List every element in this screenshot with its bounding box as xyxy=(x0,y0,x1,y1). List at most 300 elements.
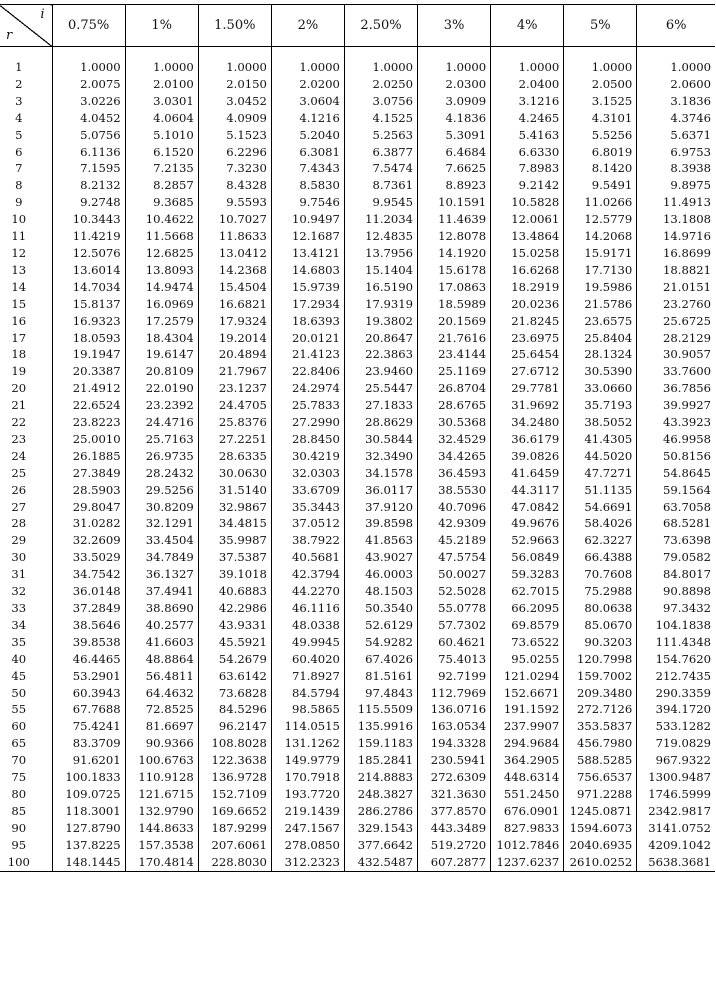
value-cell: 21.4912 xyxy=(52,380,125,397)
value-cell: 52.5028 xyxy=(418,583,491,600)
table-row xyxy=(0,313,715,330)
table-row xyxy=(0,718,715,735)
value-cell: 118.3001 xyxy=(52,803,125,820)
value-cell: 14.9716 xyxy=(637,228,715,245)
value-cell: 15.6178 xyxy=(418,262,491,279)
period-cell: 1 xyxy=(15,60,23,74)
value-cell: 1.0000 xyxy=(125,47,198,76)
period-cell: 50 xyxy=(11,685,27,700)
value-cell: 14.9474 xyxy=(125,279,198,296)
value-cell: 10.1591 xyxy=(418,194,491,211)
table-row xyxy=(0,448,715,465)
value-cell: 40.2577 xyxy=(125,617,198,634)
value-cell: 17.9319 xyxy=(344,296,417,313)
value-cell: 8.2857 xyxy=(125,177,198,194)
value-cell: 159.1183 xyxy=(344,735,417,752)
value-cell: 2.0200 xyxy=(271,76,344,93)
value-cell: 185.2841 xyxy=(344,752,417,769)
value-cell: 90.8898 xyxy=(637,583,715,600)
period-cell: 10 xyxy=(11,212,27,227)
value-cell: 32.4529 xyxy=(418,431,491,448)
value-cell: 26.1885 xyxy=(52,448,125,465)
value-cell: 47.0842 xyxy=(491,499,564,516)
value-cell: 48.1503 xyxy=(344,583,417,600)
period-cell: 7 xyxy=(15,161,23,176)
value-cell: 16.6268 xyxy=(491,262,564,279)
table-row xyxy=(0,414,715,431)
value-cell: 12.8078 xyxy=(418,228,491,245)
table-row xyxy=(0,837,715,854)
value-cell: 11.5668 xyxy=(125,228,198,245)
value-cell: 9.2142 xyxy=(491,177,564,194)
value-cell: 36.0148 xyxy=(52,583,125,600)
value-cell: 43.3923 xyxy=(637,414,715,431)
value-cell: 27.1833 xyxy=(344,397,417,414)
value-cell: 2.0300 xyxy=(418,76,491,93)
value-cell: 72.8525 xyxy=(125,701,198,718)
value-cell: 98.5865 xyxy=(271,701,344,718)
value-cell: 63.6142 xyxy=(198,668,271,685)
header-row xyxy=(0,5,715,47)
table-row xyxy=(0,465,715,482)
value-cell: 3.0604 xyxy=(271,93,344,110)
value-cell: 13.4121 xyxy=(271,245,344,262)
value-cell: 39.9927 xyxy=(637,397,715,414)
value-cell: 79.0582 xyxy=(637,549,715,566)
value-cell: 20.4894 xyxy=(198,346,271,363)
value-cell: 2610.0252 xyxy=(564,854,637,871)
table-row xyxy=(0,752,715,769)
table-row xyxy=(0,127,715,144)
value-cell: 12.0061 xyxy=(491,211,564,228)
value-cell: 28.8450 xyxy=(271,431,344,448)
value-cell: 6.3877 xyxy=(344,144,417,161)
value-cell: 51.1135 xyxy=(564,482,637,499)
value-cell: 22.6524 xyxy=(52,397,125,414)
value-cell: 60.3943 xyxy=(52,685,125,702)
value-cell: 321.3630 xyxy=(418,786,491,803)
value-cell: 70.7608 xyxy=(564,566,637,583)
period-cell: 11 xyxy=(11,229,27,244)
value-cell: 432.5487 xyxy=(344,854,417,871)
value-cell: 53.2901 xyxy=(52,668,125,685)
period-cell: 40 xyxy=(11,651,27,666)
value-cell: 7.1595 xyxy=(52,160,125,177)
value-cell: 533.1282 xyxy=(637,718,715,735)
value-cell: 9.2748 xyxy=(52,194,125,211)
value-cell: 148.1445 xyxy=(52,854,125,871)
value-cell: 90.3203 xyxy=(564,634,637,651)
value-cell: 17.0863 xyxy=(418,279,491,296)
value-cell: 8.8923 xyxy=(418,177,491,194)
table-row xyxy=(0,499,715,516)
value-cell: 1.0000 xyxy=(198,47,271,76)
table-row xyxy=(0,803,715,820)
value-cell: 21.7967 xyxy=(198,363,271,380)
period-cell: 60 xyxy=(11,719,27,734)
value-cell: 73.6828 xyxy=(198,685,271,702)
value-cell: 3.0756 xyxy=(344,93,417,110)
value-cell: 47.5754 xyxy=(418,549,491,566)
value-cell: 7.5474 xyxy=(344,160,417,177)
value-cell: 34.7849 xyxy=(125,549,198,566)
value-cell: 22.8406 xyxy=(271,363,344,380)
value-cell: 25.6454 xyxy=(491,346,564,363)
value-cell: 209.3480 xyxy=(564,685,637,702)
value-cell: 96.2147 xyxy=(198,718,271,735)
value-cell: 38.5052 xyxy=(564,414,637,431)
value-cell: 33.5029 xyxy=(52,549,125,566)
value-cell: 20.8109 xyxy=(125,363,198,380)
value-cell: 48.8864 xyxy=(125,651,198,668)
value-cell: 39.0826 xyxy=(491,448,564,465)
value-cell: 37.2849 xyxy=(52,600,125,617)
value-cell: 58.4026 xyxy=(564,515,637,532)
value-cell: 14.7034 xyxy=(52,279,125,296)
value-cell: 312.2323 xyxy=(271,854,344,871)
value-cell: 9.5491 xyxy=(564,177,637,194)
period-cell: 45 xyxy=(11,668,27,683)
value-cell: 52.9663 xyxy=(491,532,564,549)
value-cell: 7.3230 xyxy=(198,160,271,177)
value-cell: 40.5681 xyxy=(271,549,344,566)
value-cell: 21.4123 xyxy=(271,346,344,363)
period-cell: 16 xyxy=(11,313,27,328)
value-cell: 207.6061 xyxy=(198,837,271,854)
value-cell: 15.4504 xyxy=(198,279,271,296)
value-cell: 21.5786 xyxy=(564,296,637,313)
future-value-annuity-table xyxy=(0,4,715,872)
period-cell: 3 xyxy=(15,93,23,108)
value-cell: 23.8223 xyxy=(52,414,125,431)
value-cell: 7.4343 xyxy=(271,160,344,177)
value-cell: 13.0412 xyxy=(198,245,271,262)
value-cell: 9.5593 xyxy=(198,194,271,211)
value-cell: 3141.0752 xyxy=(637,820,715,837)
value-cell: 13.6014 xyxy=(52,262,125,279)
value-cell: 7.8983 xyxy=(491,160,564,177)
value-cell: 154.7620 xyxy=(637,651,715,668)
value-cell: 18.6393 xyxy=(271,313,344,330)
value-cell: 248.3827 xyxy=(344,786,417,803)
value-cell: 377.8570 xyxy=(418,803,491,820)
value-cell: 23.2760 xyxy=(637,296,715,313)
period-cell: 30 xyxy=(11,550,27,565)
value-cell: 75.2988 xyxy=(564,583,637,600)
period-cell: 20 xyxy=(11,381,27,396)
table-row xyxy=(0,769,715,786)
period-cell: 90 xyxy=(11,820,27,835)
value-cell: 5.2563 xyxy=(344,127,417,144)
value-cell: 45.2189 xyxy=(418,532,491,549)
value-cell: 34.4265 xyxy=(418,448,491,465)
value-cell: 551.2450 xyxy=(491,786,564,803)
value-cell: 24.2974 xyxy=(271,380,344,397)
rate-header-9: 6% xyxy=(637,5,715,47)
table-row xyxy=(0,583,715,600)
value-cell: 6.6330 xyxy=(491,144,564,161)
value-cell: 50.3540 xyxy=(344,600,417,617)
period-cell: 75 xyxy=(11,770,27,785)
value-cell: 30.5368 xyxy=(418,414,491,431)
value-cell: 25.7163 xyxy=(125,431,198,448)
value-cell: 15.8137 xyxy=(52,296,125,313)
value-cell: 152.7109 xyxy=(198,786,271,803)
value-cell: 54.8645 xyxy=(637,465,715,482)
value-cell: 329.1543 xyxy=(344,820,417,837)
value-cell: 49.9676 xyxy=(491,515,564,532)
value-cell: 230.5941 xyxy=(418,752,491,769)
value-cell: 35.7193 xyxy=(564,397,637,414)
value-cell: 294.9684 xyxy=(491,735,564,752)
period-cell: 17 xyxy=(11,330,27,345)
table-row xyxy=(0,600,715,617)
period-cell: 25 xyxy=(11,465,27,480)
value-cell: 1012.7846 xyxy=(491,837,564,854)
value-cell: 54.9282 xyxy=(344,634,417,651)
period-cell: 22 xyxy=(11,415,27,430)
value-cell: 1.0000 xyxy=(564,47,637,76)
value-cell: 971.2288 xyxy=(564,786,637,803)
value-cell: 3.0301 xyxy=(125,93,198,110)
value-cell: 15.0258 xyxy=(491,245,564,262)
value-cell: 25.0010 xyxy=(52,431,125,448)
value-cell: 23.6575 xyxy=(564,313,637,330)
value-cell: 8.7361 xyxy=(344,177,417,194)
value-cell: 11.0266 xyxy=(564,194,637,211)
value-cell: 83.3709 xyxy=(52,735,125,752)
value-cell: 9.9545 xyxy=(344,194,417,211)
table-row xyxy=(0,93,715,110)
value-cell: 19.2014 xyxy=(198,330,271,347)
value-cell: 13.8093 xyxy=(125,262,198,279)
value-cell: 37.0512 xyxy=(271,515,344,532)
value-cell: 5.4163 xyxy=(491,127,564,144)
value-cell: 27.3849 xyxy=(52,465,125,482)
value-cell: 14.6803 xyxy=(271,262,344,279)
value-cell: 52.6129 xyxy=(344,617,417,634)
value-cell: 1.0000 xyxy=(418,47,491,76)
value-cell: 21.0151 xyxy=(637,279,715,296)
period-cell: 95 xyxy=(11,837,27,852)
value-cell: 10.7027 xyxy=(198,211,271,228)
value-cell: 19.1947 xyxy=(52,346,125,363)
value-cell: 29.8047 xyxy=(52,499,125,516)
value-cell: 18.0593 xyxy=(52,330,125,347)
corner-label-period: r xyxy=(6,28,13,43)
table-row xyxy=(0,634,715,651)
value-cell: 32.0303 xyxy=(271,465,344,482)
value-cell: 41.6603 xyxy=(125,634,198,651)
table-row xyxy=(0,330,715,347)
table-row xyxy=(0,47,715,76)
value-cell: 23.2392 xyxy=(125,397,198,414)
value-cell: 30.5844 xyxy=(344,431,417,448)
value-cell: 27.2990 xyxy=(271,414,344,431)
value-cell: 9.7546 xyxy=(271,194,344,211)
value-cell: 2.0075 xyxy=(52,76,125,93)
corner-cell xyxy=(0,5,52,47)
value-cell: 92.7199 xyxy=(418,668,491,685)
table-row xyxy=(0,786,715,803)
value-cell: 32.1291 xyxy=(125,515,198,532)
table-row xyxy=(0,820,715,837)
period-cell: 34 xyxy=(11,617,27,632)
value-cell: 1594.6073 xyxy=(564,820,637,837)
value-cell: 28.2432 xyxy=(125,465,198,482)
value-cell: 219.1439 xyxy=(271,803,344,820)
value-cell: 8.2132 xyxy=(52,177,125,194)
table-row xyxy=(0,76,715,93)
value-cell: 17.7130 xyxy=(564,262,637,279)
value-cell: 75.4013 xyxy=(418,651,491,668)
value-cell: 12.6825 xyxy=(125,245,198,262)
value-cell: 39.8598 xyxy=(344,515,417,532)
rate-header-7: 4% xyxy=(491,5,564,47)
value-cell: 112.7969 xyxy=(418,685,491,702)
value-cell: 100.6763 xyxy=(125,752,198,769)
value-cell: 36.6179 xyxy=(491,431,564,448)
table-row xyxy=(0,482,715,499)
value-cell: 37.9120 xyxy=(344,499,417,516)
value-cell: 3.1525 xyxy=(564,93,637,110)
value-cell: 18.4304 xyxy=(125,330,198,347)
value-cell: 2.0600 xyxy=(637,76,715,93)
value-cell: 152.6671 xyxy=(491,685,564,702)
value-cell: 122.3638 xyxy=(198,752,271,769)
value-cell: 6.9753 xyxy=(637,144,715,161)
value-cell: 1.0000 xyxy=(491,47,564,76)
value-cell: 54.2679 xyxy=(198,651,271,668)
value-cell: 24.4716 xyxy=(125,414,198,431)
value-cell: 6.1136 xyxy=(52,144,125,161)
value-cell: 29.5256 xyxy=(125,482,198,499)
value-cell: 75.4241 xyxy=(52,718,125,735)
value-cell: 63.7058 xyxy=(637,499,715,516)
value-cell: 41.6459 xyxy=(491,465,564,482)
value-cell: 47.7271 xyxy=(564,465,637,482)
table-row xyxy=(0,515,715,532)
value-cell: 1300.9487 xyxy=(637,769,715,786)
value-cell: 46.9958 xyxy=(637,431,715,448)
value-cell: 17.9324 xyxy=(198,313,271,330)
value-cell: 62.3227 xyxy=(564,532,637,549)
table-row xyxy=(0,651,715,668)
period-cell: 24 xyxy=(11,448,27,463)
value-cell: 97.3432 xyxy=(637,600,715,617)
period-cell: 27 xyxy=(11,499,27,514)
value-cell: 19.3802 xyxy=(344,313,417,330)
value-cell: 30.4219 xyxy=(271,448,344,465)
value-cell: 114.0515 xyxy=(271,718,344,735)
value-cell: 39.1018 xyxy=(198,566,271,583)
value-cell: 144.8633 xyxy=(125,820,198,837)
value-cell: 2040.6935 xyxy=(564,837,637,854)
value-cell: 11.4913 xyxy=(637,194,715,211)
value-cell: 25.5447 xyxy=(344,380,417,397)
period-cell: 19 xyxy=(11,364,27,379)
value-cell: 719.0829 xyxy=(637,735,715,752)
value-cell: 4.3101 xyxy=(564,110,637,127)
value-cell: 20.0121 xyxy=(271,330,344,347)
period-cell: 29 xyxy=(11,533,27,548)
value-cell: 50.8156 xyxy=(637,448,715,465)
period-cell: 8 xyxy=(15,178,23,193)
value-cell: 20.8647 xyxy=(344,330,417,347)
value-cell: 3.1836 xyxy=(637,93,715,110)
value-cell: 36.7856 xyxy=(637,380,715,397)
value-cell: 127.8790 xyxy=(52,820,125,837)
value-cell: 17.2579 xyxy=(125,313,198,330)
table-row xyxy=(0,735,715,752)
period-cell: 12 xyxy=(11,245,27,260)
table-row xyxy=(0,617,715,634)
value-cell: 62.7015 xyxy=(491,583,564,600)
period-cell: 33 xyxy=(11,601,27,615)
period-cell: 2 xyxy=(15,76,23,91)
value-cell: 46.0003 xyxy=(344,566,417,583)
value-cell: 5.3091 xyxy=(418,127,491,144)
value-cell: 607.2877 xyxy=(418,854,491,871)
value-cell: 1.0000 xyxy=(344,47,417,76)
table-row xyxy=(0,194,715,211)
value-cell: 25.7833 xyxy=(271,397,344,414)
value-cell: 187.9299 xyxy=(198,820,271,837)
period-cell: 65 xyxy=(11,736,27,751)
value-cell: 32.3490 xyxy=(344,448,417,465)
value-cell: 30.0630 xyxy=(198,465,271,482)
value-cell: 20.1569 xyxy=(418,313,491,330)
value-cell: 56.4811 xyxy=(125,668,198,685)
value-cell: 95.0255 xyxy=(491,651,564,668)
value-cell: 2.0500 xyxy=(564,76,637,93)
value-cell: 23.1237 xyxy=(198,380,271,397)
table-row xyxy=(0,245,715,262)
period-cell: 23 xyxy=(11,431,27,446)
period-cell: 31 xyxy=(11,567,27,582)
value-cell: 46.1116 xyxy=(271,600,344,617)
value-cell: 28.2129 xyxy=(637,330,715,347)
value-cell: 11.2034 xyxy=(344,211,417,228)
value-cell: 5.1010 xyxy=(125,127,198,144)
value-cell: 6.3081 xyxy=(271,144,344,161)
value-cell: 23.6975 xyxy=(491,330,564,347)
value-cell: 80.0638 xyxy=(564,600,637,617)
value-cell: 19.6147 xyxy=(125,346,198,363)
value-cell: 149.9779 xyxy=(271,752,344,769)
value-cell: 228.8030 xyxy=(198,854,271,871)
value-cell: 121.0294 xyxy=(491,668,564,685)
value-cell: 44.2270 xyxy=(271,583,344,600)
value-cell: 163.0534 xyxy=(418,718,491,735)
value-cell: 5.6371 xyxy=(637,127,715,144)
value-cell: 4209.1042 xyxy=(637,837,715,854)
corner-label-rate: i xyxy=(40,7,45,22)
value-cell: 16.8699 xyxy=(637,245,715,262)
period-cell: 55 xyxy=(11,702,27,717)
value-cell: 827.9833 xyxy=(491,820,564,837)
rate-header-8: 5% xyxy=(564,5,637,47)
value-cell: 26.8704 xyxy=(418,380,491,397)
value-cell: 170.4814 xyxy=(125,854,198,871)
rate-header-3: 1.50% xyxy=(198,5,271,47)
value-cell: 38.5530 xyxy=(418,482,491,499)
value-cell: 67.7688 xyxy=(52,701,125,718)
value-cell: 23.9460 xyxy=(344,363,417,380)
value-cell: 364.2905 xyxy=(491,752,564,769)
value-cell: 28.5903 xyxy=(52,482,125,499)
value-cell: 16.9323 xyxy=(52,313,125,330)
